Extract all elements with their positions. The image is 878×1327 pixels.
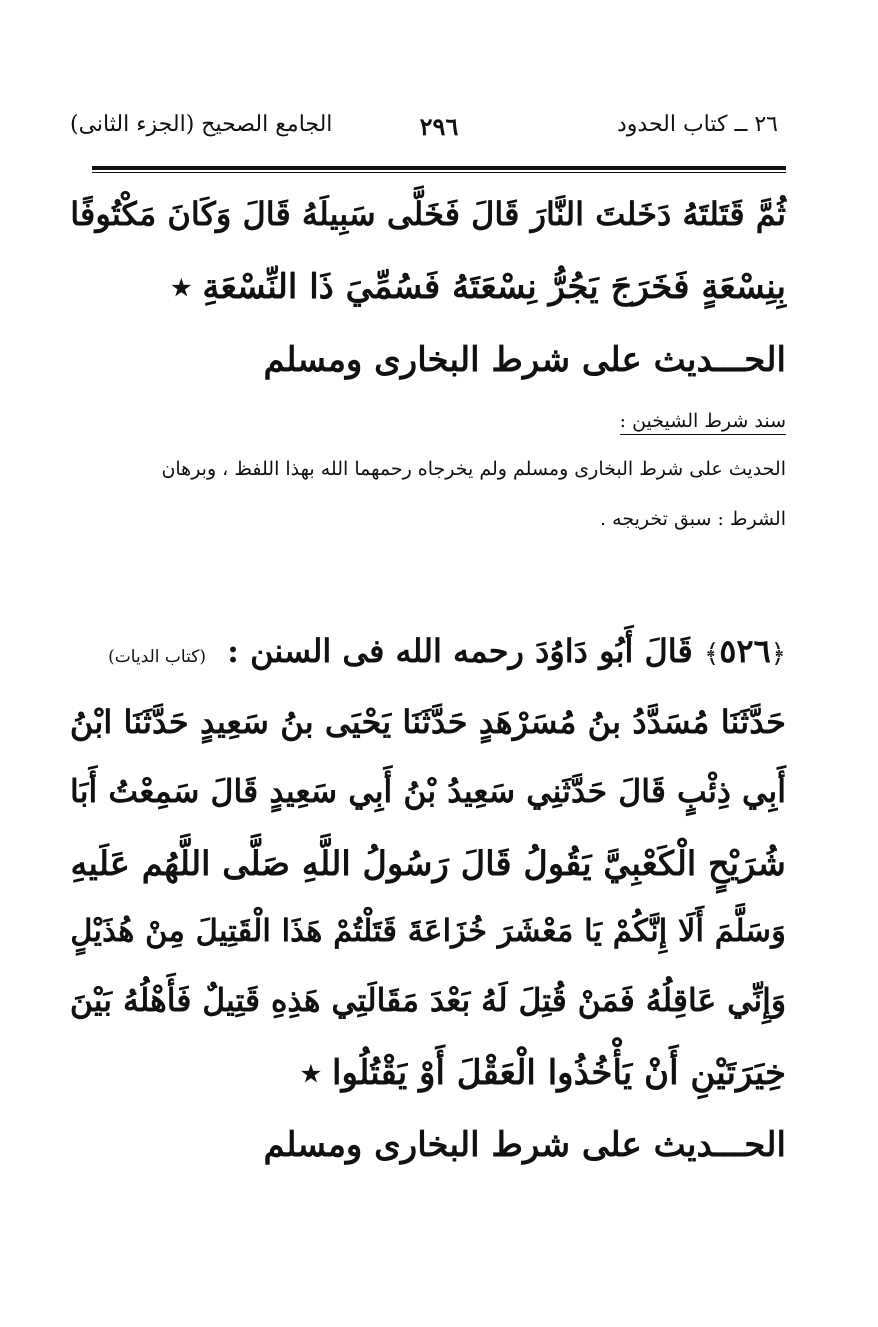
- ornament-close: ﴾: [703, 639, 720, 669]
- header-rule: [92, 166, 786, 173]
- running-header-book-title: الجامع الصحيح (الجزء الثانى): [70, 112, 333, 137]
- page-number: ٢٩٦: [419, 112, 459, 141]
- hadith-text-line: حَدَّثَنَا مُسَدَّدُ بنُ مُسَرْهَدٍ حَدَّثَنَا يَحْيَى بنُ سَعِيدٍ حَدَّثَنَا ابْنُ: [69, 703, 786, 741]
- note-line: الحديث على شرط البخارى ومسلم ولم يخرجاه رحمهما الله بهذا اللفظ ، وبرهان: [161, 458, 786, 480]
- hadith-text-line: بِنِسْعَةٍ فَخَرَجَ يَجُرُّ نِسْعَتَهُ فَسُمِّيَ ذَا النِّسْعَةِ ⭑: [172, 267, 786, 307]
- note-heading: [620, 410, 786, 432]
- hadith-heading: [108, 632, 786, 670]
- hadith-source: (كتاب الديات): [108, 647, 206, 667]
- hadith-text-line: أَبِي ذِئْبٍ قَالَ حَدَّثَنِي سَعِيدُ بْنُ أَبِي سَعِيدٍ قَالَ سَمِعْتُ أَبَا: [70, 773, 786, 810]
- hadith-text-line: خِيَرَتَيْنِ أَنْ يَأْخُذُوا الْعَقْلَ أَوْ يَقْتُلُوا ⭑: [301, 1053, 786, 1093]
- hadith-text-line: وَإِنِّي عَاقِلُهُ فَمَنْ قُتِلَ لَهُ بَعْدَ مَقَالَتِي هَذِهِ قَتِيلٌ فَأَهْلُهُ بَيْنَ: [69, 983, 786, 1019]
- hadith-intro: قَالَ أَبُو دَاوُدَ رحمه الله فى السنن :: [227, 632, 693, 670]
- hadith-text-line: وَسَلَّمَ أَلَا إِنَّكُمْ يَا مَعْشَرَ خُزَاعَةَ قَتَلْتُمْ هَذَا الْقَتِيلَ مِنْ هُذَيْلٍ: [70, 913, 786, 949]
- note-line: الشرط : سبق تخريجه .: [600, 508, 786, 530]
- running-header-chapter: ٢٦ ــ كتاب الحدود: [616, 112, 778, 137]
- hadith-number: ٥٢٦: [719, 632, 771, 670]
- hadith-grade: الحـــديث على شرط البخارى ومسلم: [263, 1125, 786, 1165]
- hadith-text-line: ثُمَّ قَتَلتَهُ دَخَلتَ النَّارَ قَالَ فَخَلَّى سَبِيلَهُ قَالَ وَكَانَ مَكْتُوفًا: [70, 195, 786, 233]
- hadith-text-line: شُرَيْحٍ الْكَعْبِيَّ يَقُولُ قَالَ رَسُولُ اللَّهِ صَلَّى اللَّهُم عَلَيهِ: [70, 843, 786, 883]
- note-heading-text: سند شرط الشيخين :: [620, 410, 786, 435]
- hadith-grade: الحـــديث على شرط البخارى ومسلم: [263, 340, 786, 380]
- ornament-open: ﴿: [770, 639, 786, 669]
